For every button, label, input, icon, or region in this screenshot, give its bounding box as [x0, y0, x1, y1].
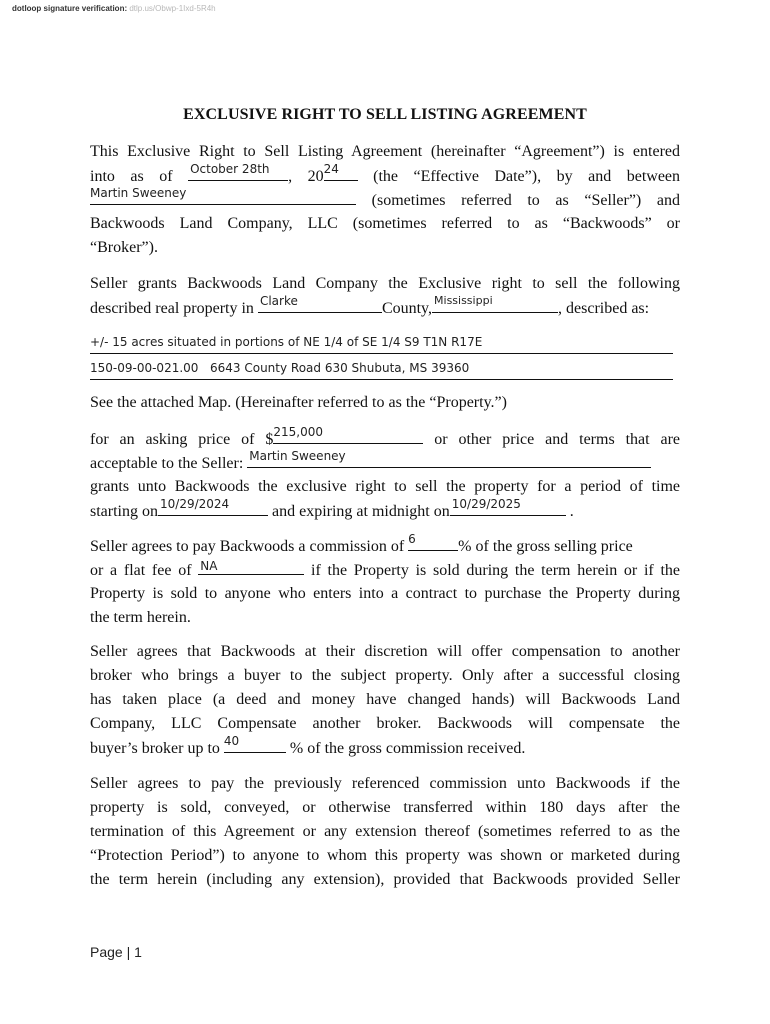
commission-line: the term herein.	[90, 609, 191, 626]
asking-price-field[interactable]: 215,000	[273, 427, 423, 444]
protection-line: termination of this Agreement or any extension thereof (sometimes referred to as the	[90, 823, 680, 840]
intro-line: into as of October 28th , 20 24 (the “Effective Date”), by and between	[90, 162, 681, 185]
protection-line: Seller agrees to pay the previously referenced commission unto Backwoods if the	[90, 775, 680, 792]
start-date-field[interactable]: 10/29/2024	[158, 499, 268, 516]
price-line: grants unto Backwoods the exclusive right to sell the property for a period of time	[90, 478, 680, 495]
parcel-number: 150-09-00-021.00	[90, 361, 199, 375]
price-line: starting on 10/29/2024 and expiring at midnight on 10/29/2025 .	[90, 497, 574, 520]
price-paragraph	[90, 427, 680, 523]
signature-verification	[12, 4, 216, 13]
grants-line: described real property in Clarke County, Mississippi , described as:	[90, 294, 650, 317]
property-address: 6643 County Road 630 Shubuta, MS 39360	[210, 361, 470, 375]
commission-paragraph	[90, 534, 680, 630]
protection-line: the term herein (including any extension), provided that Backwoods provided Seller	[90, 871, 680, 888]
seller-name-field[interactable]: Martin Sweeney	[90, 188, 356, 205]
commission-line: or a flat fee of NA if the Property is sold during the term herein or if the	[90, 559, 681, 579]
property-parcel-field[interactable]	[90, 359, 673, 380]
compensation-line: broker who brings a buyer to the subject property. Only after a successful closing	[90, 667, 680, 684]
year-field[interactable]: 24	[324, 164, 358, 181]
effective-date-field[interactable]: October 28th	[188, 164, 288, 181]
commission-line: Property is sold to anyone who enters into a contract to purchase the Property during	[90, 585, 680, 602]
compensation-line: buyer’s broker up to 40 % of the gross commission received.	[90, 734, 526, 757]
acceptable-to-field[interactable]: Martin Sweeney	[247, 451, 651, 468]
compensation-line: Seller agrees that Backwoods at their discretion will offer compensation to another	[90, 643, 680, 660]
page-number: Page | 1	[90, 944, 142, 960]
grants-line: Seller grants Backwoods Land Company the Exclusive right to sell the following	[90, 275, 680, 292]
document-title: EXCLUSIVE RIGHT TO SELL LISTING AGREEMENT	[183, 106, 587, 123]
verification-label: dotloop signature verification:	[12, 4, 128, 13]
compensation-paragraph	[90, 640, 680, 760]
intro-line: This Exclusive Right to Sell Listing Agreement (hereinafter “Agreement”) is entered	[90, 143, 680, 160]
state-field[interactable]: Mississippi	[432, 296, 558, 313]
commission-percent-field[interactable]: 6	[408, 534, 458, 551]
intro-line: “Broker”).	[90, 239, 158, 256]
grants-paragraph	[90, 272, 680, 320]
protection-line: “Protection Period”) to anyone to whom this property was shown or marketed during	[90, 847, 680, 864]
intro-line: Martin Sweeney (sometimes referred to as “Seller”) and	[90, 186, 681, 209]
commission-line: Seller agrees to pay Backwoods a commission of 6 % of the gross selling price	[90, 532, 633, 555]
property-description-field[interactable]: +/- 15 acres situated in portions of NE 1/4 of SE 1/4 S9 T1N R17E	[90, 333, 673, 354]
price-line: acceptable to the Seller: Martin Sweeney	[90, 451, 680, 475]
protection-paragraph	[90, 772, 680, 892]
protection-line: property is sold, conveyed, or otherwise transferred within 180 days after the	[90, 799, 680, 816]
intro-paragraph	[90, 140, 680, 260]
flat-fee-field[interactable]: NA	[198, 558, 304, 575]
price-line: for an asking price of $ 215,000 or other price and terms that are	[90, 425, 681, 448]
compensation-line: Company, LLC Compensate another broker. Backwoods will compensate the	[90, 715, 680, 732]
end-date-field[interactable]: 10/29/2025	[450, 499, 566, 516]
county-field[interactable]: Clarke	[258, 296, 382, 313]
verification-link[interactable]: dtlp.us/Obwp-1Ixd-5R4h	[129, 4, 216, 13]
buyer-broker-percent-field[interactable]: 40	[224, 736, 286, 753]
compensation-line: has taken place (a deed and money have changed hands) will Backwoods Land	[90, 691, 680, 708]
map-note: See the attached Map. (Hereinafter referred to as the “Property.”)	[90, 394, 507, 411]
intro-line: Backwoods Land Company, LLC (sometimes referred to as “Backwoods” or	[90, 215, 680, 232]
